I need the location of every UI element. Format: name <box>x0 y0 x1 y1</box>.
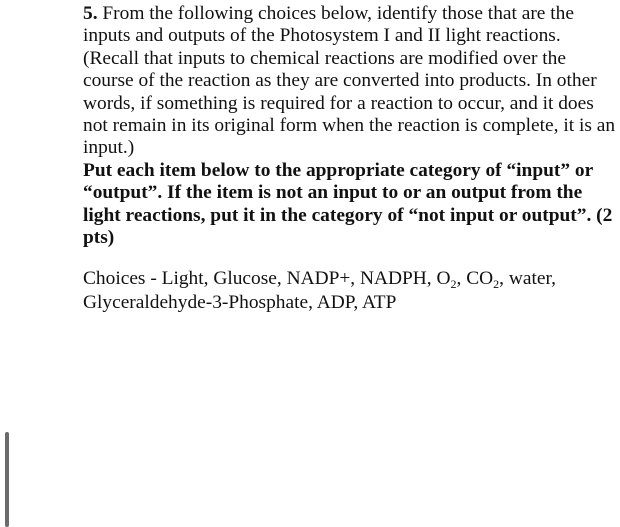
instruction-line: light reactions, put it in the category of “not input or output”. (2 <box>83 204 613 226</box>
question-line: (Recall that inputs to chemical reactions are modified over the <box>83 47 566 69</box>
choices-text: , CO <box>456 268 494 289</box>
choices-line <box>83 267 556 291</box>
choices-list <box>83 267 556 314</box>
question-line: course of the reaction as they are converted into products. In other <box>83 70 597 92</box>
subscript: 2 <box>493 277 500 291</box>
question-line: words, if something is required for a reaction to occur, and it does <box>83 92 594 114</box>
question-intro-first: From the following choices below, identify those that are the <box>97 3 574 24</box>
question-line: input.) <box>83 137 135 159</box>
instruction-line: Put each item below to the appropriate category of “input” or <box>83 159 594 181</box>
scrollbar[interactable] <box>5 432 9 527</box>
question-line: not remain in its original form when the reaction is complete, it is an <box>83 115 616 137</box>
question-number: 5. <box>83 3 98 24</box>
subscript: 2 <box>450 277 457 291</box>
question-text <box>83 3 615 249</box>
instruction-line: “output”. If the item is not an input to or an output from the <box>83 182 583 204</box>
choices-text: Choices - Light, Glucose, NADP+, NADPH, O <box>83 268 451 289</box>
question-line: inputs and outputs of the Photosystem I and II light reactions. <box>83 25 561 47</box>
instruction-line: pts) <box>83 227 115 249</box>
question-line <box>83 3 615 25</box>
choices-line: Glyceraldehyde-3-Phosphate, ADP, ATP <box>83 291 397 313</box>
choices-text: , water, <box>499 268 556 289</box>
